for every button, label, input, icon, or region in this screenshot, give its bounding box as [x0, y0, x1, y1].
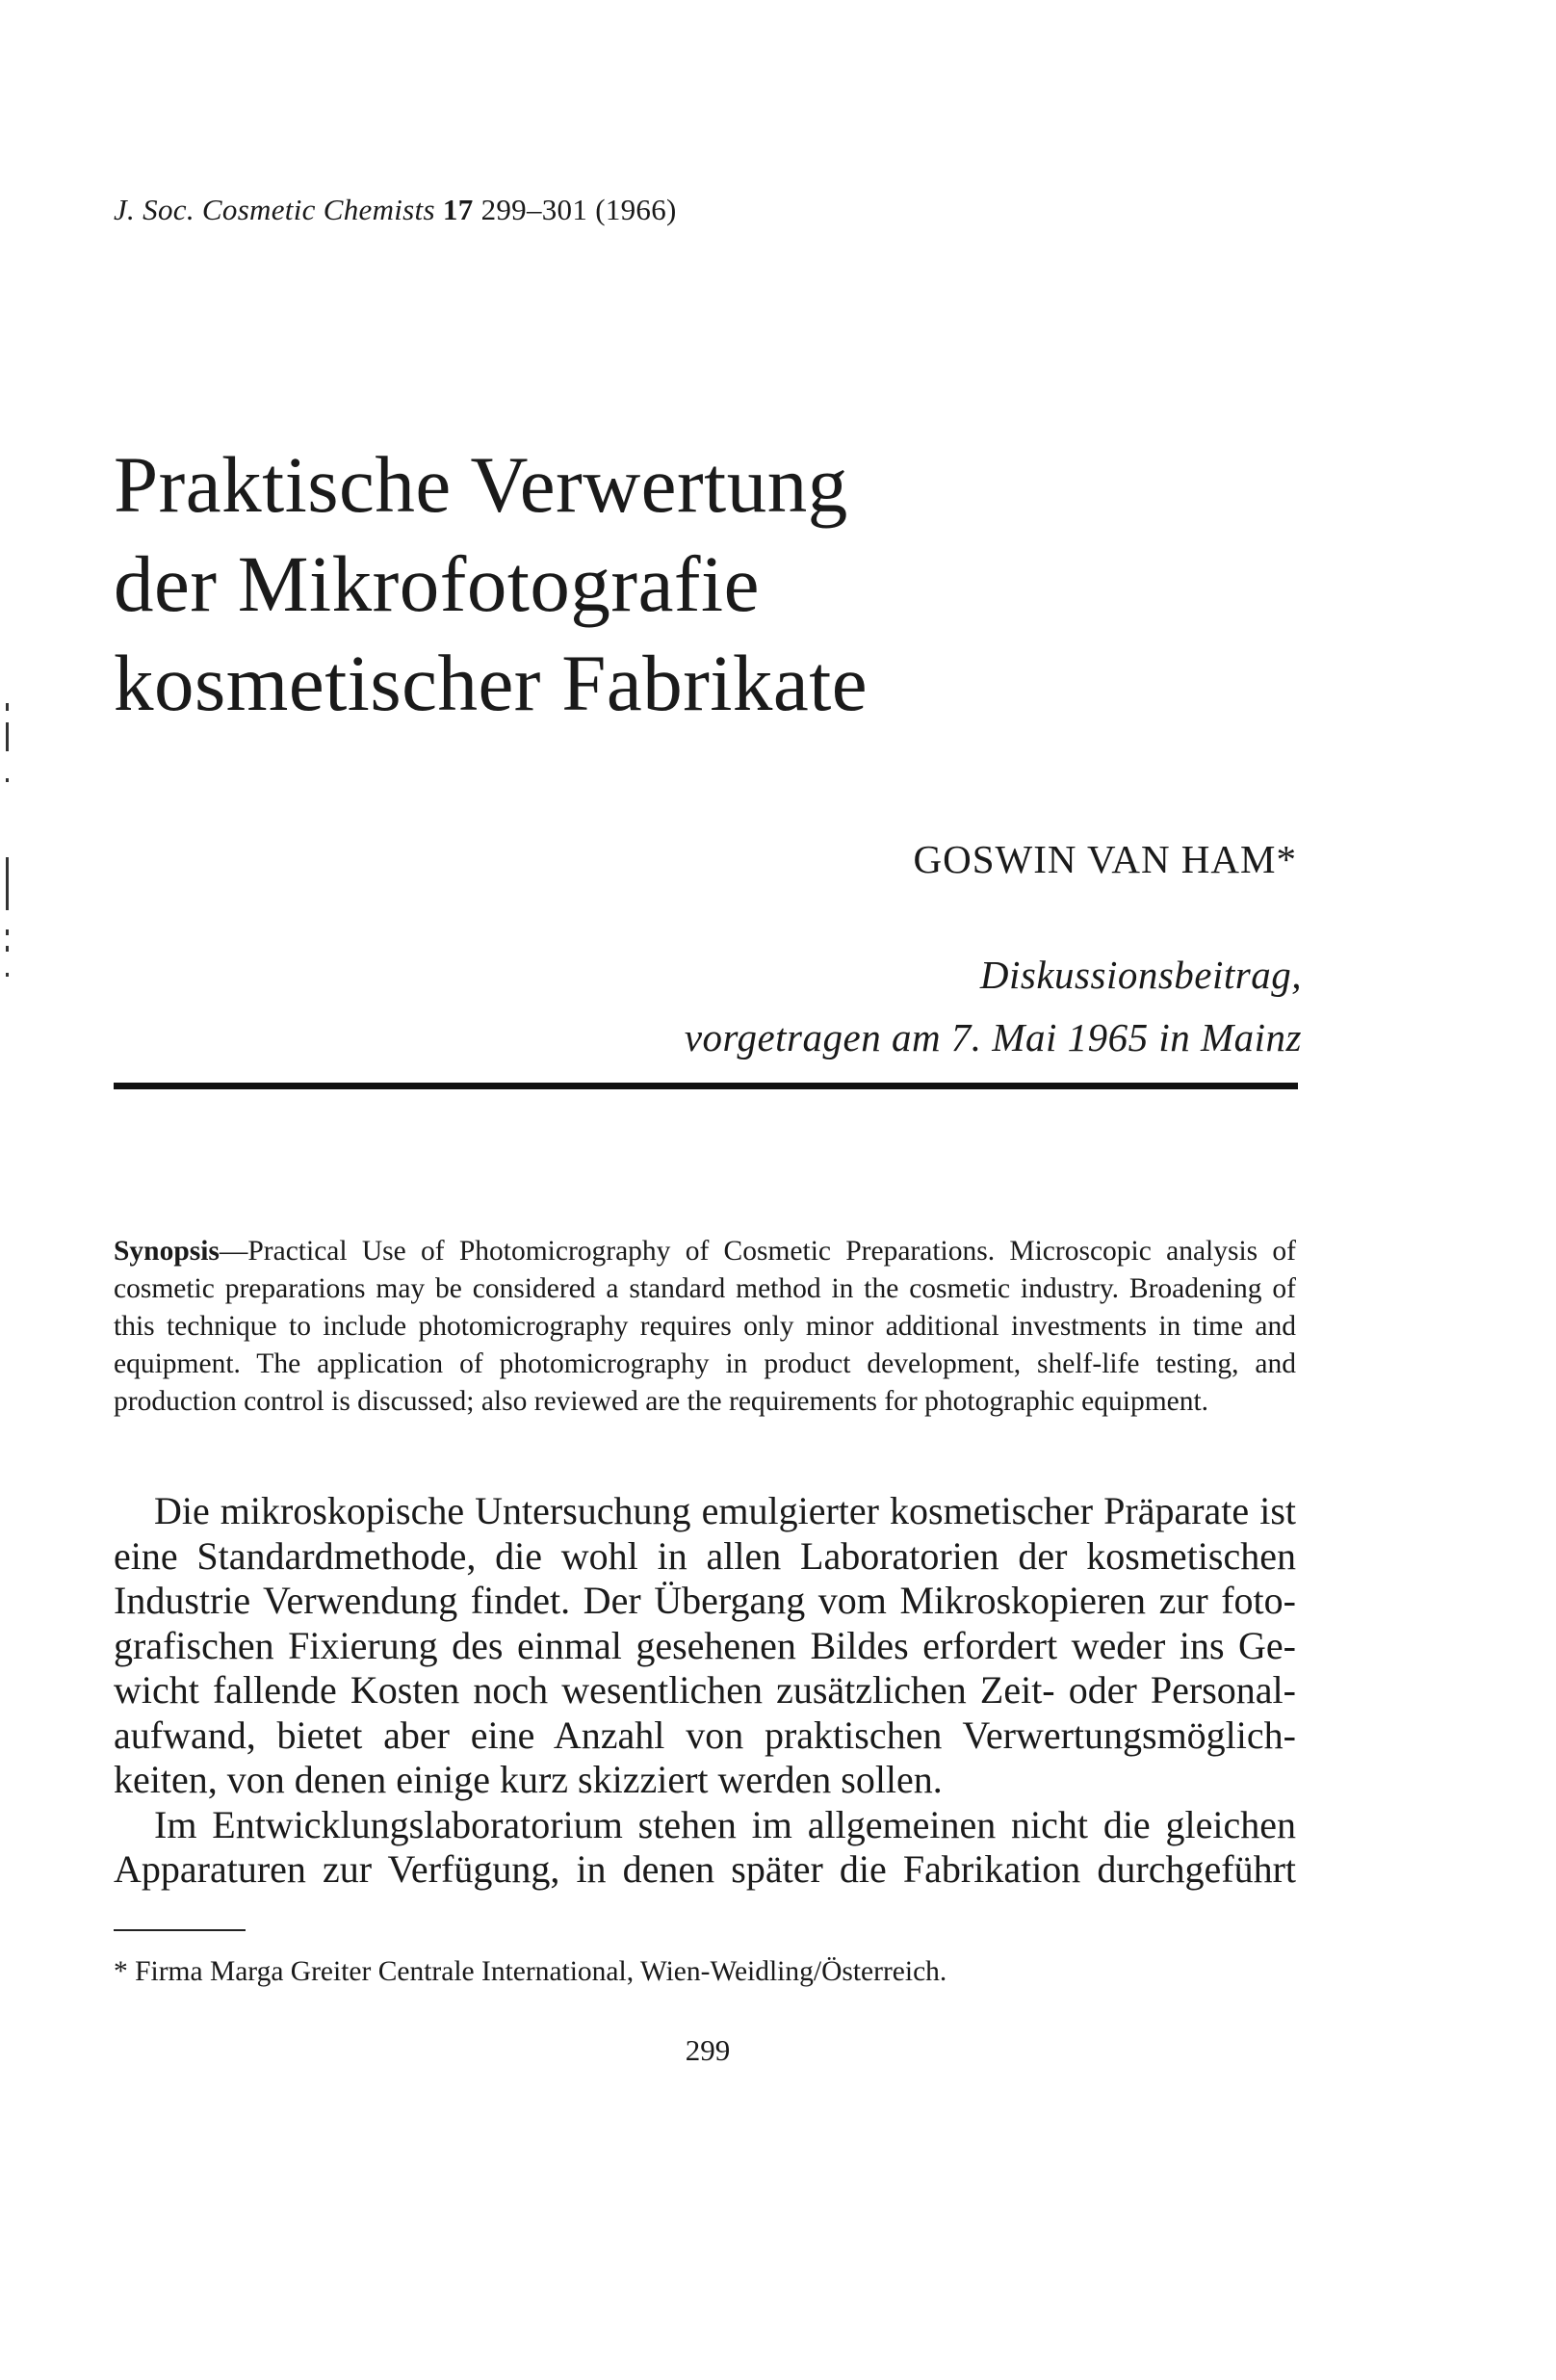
synopsis-label: Synopsis: [114, 1236, 220, 1267]
venue-line-2: vorgetragen am 7. Mai 1965 in Mainz: [684, 1015, 1302, 1059]
paragraph-2: Im Entwicklungslaboratorium stehen im allgemeinen nicht die gleichen Apparaturen zur Verfügung, in denen später die Fabrikation durchgeführt: [114, 1802, 1296, 1891]
journal-name: J. Soc. Cosmetic Chemists: [114, 193, 435, 226]
page-number: 299: [685, 2033, 731, 2067]
journal-citation: [114, 193, 677, 227]
footnote: * Firma Marga Greiter Centrale International, Wien-Weidling/Österreich.: [114, 1956, 947, 1987]
venue-line-1: Diskussionsbeitrag,: [979, 953, 1302, 997]
journal-pages-year: 299–301 (1966): [480, 193, 677, 226]
title-line-2: der Mikrofotografie: [114, 539, 760, 628]
scan-margin-marks: [0, 693, 12, 1002]
synopsis-text: —Practical Use of Photomicrography of Cosmetic Preparations. Microscopic analysis of cosmetic preparations may be considered a standard method in the cosmetic industry. Broadening of this technique to include photomicrography requires only minor additional investments in time and equipment. The application of photomicrography in product development, shelf-life testing, and production control is discussed; also reviewed are the requirements for photographic equipment.: [114, 1236, 1296, 1417]
article-title: [114, 435, 1365, 733]
synopsis: [114, 1233, 1296, 1421]
title-line-1: Praktische Verwertung: [114, 440, 848, 529]
venue-note: [685, 944, 1302, 1069]
journal-volume: 17: [442, 193, 474, 226]
author-name: GOSWIN VAN HAM*: [913, 837, 1297, 881]
footnote-rule: [114, 1929, 246, 1931]
body-text: [114, 1489, 1296, 1893]
title-line-3: kosmetischer Fabrikate: [114, 639, 869, 727]
header-rule: [114, 1083, 1298, 1089]
paragraph-1: Die mikroskopische Untersuchung emulgierter kosmetischer Präparate ist eine Standardmethode, die wohl in allen Laboratorien der kosmetischen Industrie Verwendung findet. Der Übergang vom Mikroskopieren zur fotografischen Fixierung des einmal gesehenen Bildes erfordert weder ins Gewicht fallende Kosten noch wesentlichen zusätzlichen Zeit- oder Personalaufwand, bietet aber eine Anzahl von praktischen Verwertungsmöglichkeiten, von denen einige kurz skizziert werden sollen.: [114, 1489, 1296, 1801]
